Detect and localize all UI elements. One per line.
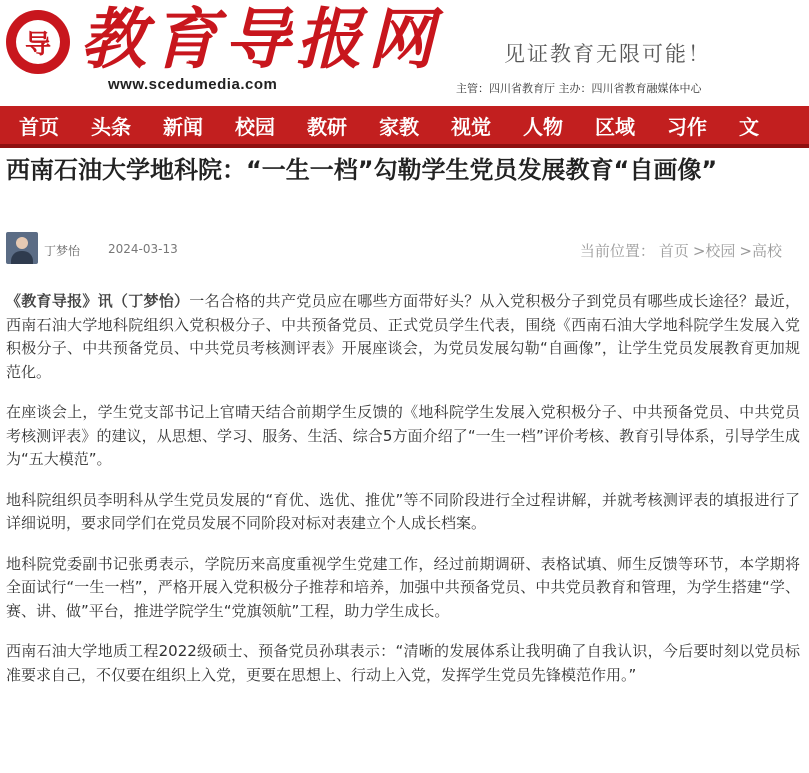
breadcrumb-prefix: 当前位置： — [579, 242, 655, 260]
site-url: www.scedumedia.com — [108, 76, 278, 93]
nav-item-people[interactable]: 人物 — [523, 114, 563, 139]
author-avatar — [6, 232, 38, 264]
paragraph-text: 一名合格的共产党员应在哪些方面带好头？从入党积极分子到党员有哪些成长途径？最近，西南石油大学地科院组织入党积极分子、中共预备党员、正式党员学生代表，围绕《西南石油大学地科院学生发展入党积极分子、中共预备党员、中共党员考核测评表》开展座谈会，为党员发展勾勒“自画像”，让学生党员发展教育更加规范化。 — [6, 292, 800, 381]
sponsor-info: 主管：四川省教育厅 主办：四川省教育融媒体中心 — [456, 82, 702, 95]
logo-glyph: 导 — [24, 29, 51, 60]
site-slogan: 见证教育无限可能！ — [504, 42, 711, 66]
breadcrumb — [580, 240, 782, 261]
main-nav — [0, 106, 809, 148]
breadcrumb-university[interactable]: >高校 — [739, 242, 782, 260]
site-logo-icon[interactable] — [6, 10, 70, 74]
breadcrumb-home[interactable]: 首页 — [658, 242, 689, 260]
nav-item-research[interactable]: 教研 — [307, 114, 347, 139]
site-name[interactable]: 教育导报网 — [80, 0, 440, 78]
nav-item-visual[interactable]: 视觉 — [451, 114, 491, 139]
nav-item-headline[interactable]: 头条 — [91, 114, 131, 139]
article-title: 西南石油大学地科院：“一生一档”勾勒学生党员发展教育“自画像” — [6, 156, 718, 184]
article-paragraph: 地科院党委副书记张勇表示，学院历来高度重视学生党建工作，经过前期调研、表格试填、师生反馈等环节，本学期将全面试行“一生一档”，严格开展入党积极分子推荐和培养，加强中共预备党员、中共党员教育和管理，为学生搭建“学、赛、讲、做”平台，推进学院学生“党旗领航”工程，助力学生成长。 — [6, 554, 800, 620]
nav-item-family[interactable]: 家教 — [379, 114, 419, 139]
nav-item-writing[interactable]: 习作 — [667, 114, 707, 139]
breadcrumb-campus[interactable]: >校园 — [692, 242, 736, 260]
nav-item-home[interactable]: 首页 — [19, 114, 59, 139]
article-paragraph: 西南石油大学地质工程2022级硕士、预备党员孙琪表示：“清晰的发展体系让我明确了自我认识，今后要时刻以党员标准要求自己，不仅要在组织上入党，更要在思想上、行动上入党，发挥学生党员先锋模范作用。” — [6, 642, 800, 684]
author-name: 丁梦怡 — [44, 244, 81, 258]
site-header — [0, 0, 809, 104]
nav-item-campus[interactable]: 校园 — [235, 114, 275, 139]
article-lead: 《教育导报》讯（丁梦怡） — [6, 292, 190, 310]
nav-item-culture[interactable]: 文 — [739, 114, 759, 139]
article-paragraph: 在座谈会上，学生党支部书记上官晴天结合前期学生反馈的《地科院学生发展入党积极分子、中共预备党员、中共党员考核测评表》的建议，从思想、学习、服务、生活、综合5方面介绍了“一生一档”评价考核、教育引导体系，引导学生成为“五大模范”。 — [6, 403, 800, 468]
article-body — [6, 290, 800, 704]
nav-item-region[interactable]: 区域 — [595, 114, 635, 139]
article-paragraph: 地科院组织员李明科从学生党员发展的“育优、选优、推优”等不同阶段进行全过程讲解，并就考核测评表的填报进行了详细说明，要求同学们在党员发展不同阶段对标对表建立个人成长档案。 — [6, 490, 800, 532]
nav-item-news[interactable]: 新闻 — [163, 114, 203, 139]
publish-date: 2024-03-13 — [108, 242, 178, 256]
article-paragraph — [6, 290, 800, 384]
